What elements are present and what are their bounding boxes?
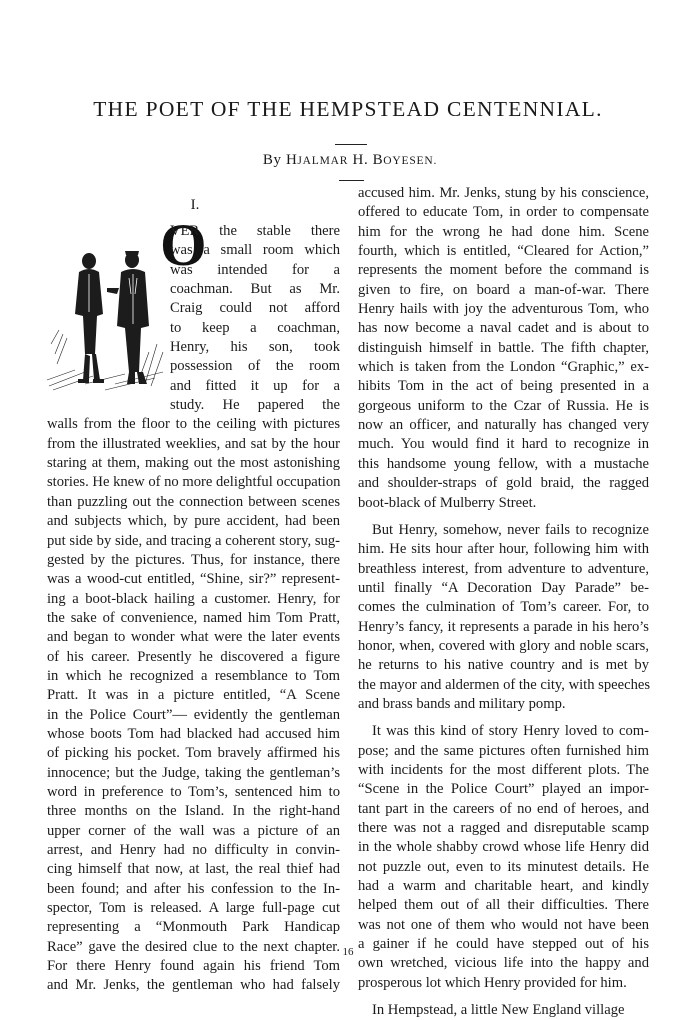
- text-line: put side by side, and tracing a coherent story, sug-: [47, 532, 340, 549]
- text-line: and subjects which, by pure accident, had been: [47, 513, 340, 530]
- text-line: of picking his pocket. Tom bravely affirmed his: [47, 745, 340, 762]
- text-line: upper corner of the wall was a picture of an: [47, 822, 340, 839]
- text-line: three months on the Island. In the right-hand: [47, 803, 340, 820]
- text-line: Henry hails with joy the adventurous Tom, who: [358, 301, 649, 318]
- byline-rule: [339, 180, 364, 181]
- text-line: was intended for a: [170, 261, 340, 278]
- drop-cap: O: [160, 212, 207, 278]
- text-line: arrest, and Henry had no difficulty in convin-: [47, 842, 340, 858]
- text-line: than puzzling out the connection between scenes: [47, 493, 340, 510]
- text-line: he returns to his native country and is met by: [358, 657, 649, 674]
- page-number: 16: [342, 946, 354, 958]
- text-line: accused him. Mr. Jenks, stung by his conscience,: [358, 185, 649, 201]
- text-line: now an officer, and naturally has changed very: [358, 417, 649, 434]
- byline: [0, 152, 696, 169]
- author-first-rest: JALMAR: [297, 155, 349, 167]
- left-column: [47, 212, 341, 996]
- text-line: fourth, which is entitled, “Cleared for Action,”: [358, 243, 649, 260]
- text-line: to keep a coachman,: [170, 319, 340, 336]
- text-line: the mayor and aldermen of the city, with speeches: [358, 676, 651, 693]
- text-line: boot-black of Mulberry Street.: [358, 494, 537, 511]
- text-line: coachman. But as Mr.: [170, 281, 340, 298]
- text-line: ing a boot-black hailing a customer. Henry, for: [47, 590, 340, 607]
- text-line: and fitted it up for a: [170, 377, 340, 394]
- section-number: I.: [190, 197, 200, 213]
- text-line: word in preference to Tom’s, sentenced him to: [47, 783, 340, 800]
- text-line: in which he recognized a resemblance to Tom: [47, 667, 340, 684]
- text-line: and began to wonder what were the later events: [47, 629, 340, 646]
- text-line: had a warm and charitable heart, and kindly: [358, 878, 649, 895]
- text-line: there was not a ragged and disreputable scamp: [358, 820, 649, 836]
- text-line: comes the culmination of Tom’s career. For, to: [358, 599, 649, 616]
- right-column: [358, 184, 649, 1020]
- text-line: Craig could not afford: [170, 300, 340, 317]
- text-line: breathless interest, from adventure to adventure,: [358, 560, 649, 577]
- text-line: not puzzle out, even to its minutest details. He: [358, 858, 649, 875]
- text-line: distinguish himself in battle. The fifth chapter,: [358, 339, 649, 356]
- text-line: study. He papered the: [170, 397, 340, 414]
- text-line: helped them out of all their difficulties. There: [358, 897, 649, 914]
- text-line: possession of the room: [170, 358, 340, 375]
- text-line: staring at them, making out the most astonishing: [47, 455, 340, 472]
- text-line: Pratt. It was in a picture entitled, “A Scene: [47, 687, 340, 704]
- title-rule: [335, 144, 367, 145]
- text-line: given to fire, on board a man-of-war. There: [358, 281, 649, 298]
- text-line: honor, when, covered with glory and noble scars,: [358, 637, 649, 654]
- text-line: the sake of convenience, named him Tom Pratt,: [47, 609, 340, 626]
- text-line: been found; and after his confession to the In-: [47, 880, 340, 897]
- text-line: in the Police Court”— evidently the gentleman: [47, 706, 340, 723]
- text-line: a gainer if he could have stepped out of his: [358, 936, 649, 953]
- text-line: own wretched, vicious life into the happy and: [358, 955, 649, 972]
- text-line: with incidents for the most different plots. The: [358, 761, 649, 778]
- text-line: For there Henry found again his friend Tom: [47, 958, 340, 975]
- text-line: tant part in the careers of no end of heroes, and: [358, 800, 649, 817]
- text-line: gested by the pictures. Thus, for instance, there: [47, 551, 340, 568]
- text-line: Henry’s fancy, it represents a parade in his hero’s: [358, 618, 649, 635]
- text-line: him. He sits hour after hour, following him with: [358, 541, 649, 558]
- text-line: him for the wrong he had done him. Scene: [358, 223, 649, 240]
- author-first-initial: H: [285, 152, 298, 168]
- text-line: has now become a naval cadet and is about to: [358, 320, 649, 337]
- text-line: was a wood-cut entitled, “Shine, sir?” represent-: [47, 571, 340, 588]
- text-line: Race” gave the desired clue to the next chapter.: [47, 938, 340, 955]
- text-line: hibits Tom in the act of being presented in a: [358, 378, 649, 395]
- text-line: gorgeous uniform to the Czar of Russia. He is: [358, 397, 649, 414]
- text-line: “Scene in the Police Court” played an impor-: [358, 781, 649, 798]
- text-line: offered to educate Tom, in order to compensate: [358, 204, 649, 221]
- text-line: which is taken from the London “Graphic,” ex-: [358, 359, 649, 376]
- author-middle: H.: [348, 152, 373, 168]
- text-line: VER the stable there: [170, 223, 340, 239]
- text-line: stories. He knew of no more delightful occupation: [47, 474, 341, 491]
- text-line: in the whole shabby crowd whose life Henry did: [358, 839, 649, 856]
- text-line: Henry, his son, took: [170, 339, 340, 356]
- text-line: cing himself that now, at last, the real thief had: [47, 861, 340, 878]
- text-line: was a small room which: [170, 242, 340, 259]
- text-line: and shoulder-straps of gold braid, the ragged: [358, 475, 649, 492]
- text-line: pose; and the same pictures often furnished him: [358, 742, 649, 759]
- article-title: THE POET OF THE HEMPSTEAD CENTENNIAL.: [93, 97, 603, 121]
- text-line: and brass bands and military pomp.: [358, 695, 566, 712]
- text-line: whose boots Tom had blacked had accused him: [47, 725, 340, 742]
- text-line: from the illustrated weeklies, and sat by the hour: [47, 435, 340, 452]
- text-line: much. You would find it hard to recognize in: [358, 436, 649, 453]
- text-line: It was this kind of story Henry loved to com-: [372, 723, 649, 740]
- text-line: representing a “Monmouth Park Handicap: [47, 919, 340, 936]
- author-last-initial: B: [372, 152, 384, 168]
- text-line: until finally “A Decoration Day Parade” be-: [358, 579, 649, 596]
- text-line: In Hempstead, a little New England village: [372, 1002, 625, 1019]
- text-line: of his career. Presently he discovered a figure: [47, 648, 340, 665]
- text-line: walls from the floor to the ceiling with pictures: [47, 416, 340, 433]
- text-line: this handsome young fellow, with a mustache: [358, 455, 649, 472]
- text-line: was not one of them who would not have been: [358, 916, 649, 933]
- text-line: and Mr. Jenks, the gentleman who had falsely: [47, 977, 340, 994]
- text-line: But Henry, somehow, never fails to recognize: [372, 521, 649, 538]
- text-line: spector, Tom is released. A large full-page cut: [47, 900, 340, 917]
- byline-by: By: [262, 152, 282, 168]
- text-line: prosperous lot which Henry provided for him.: [358, 974, 627, 991]
- text-line: innocence; but the Judge, taking the gentleman’s: [47, 764, 340, 781]
- author-last-rest: OYESEN.: [383, 155, 438, 167]
- text-line: represents the moment before the command is: [358, 262, 649, 279]
